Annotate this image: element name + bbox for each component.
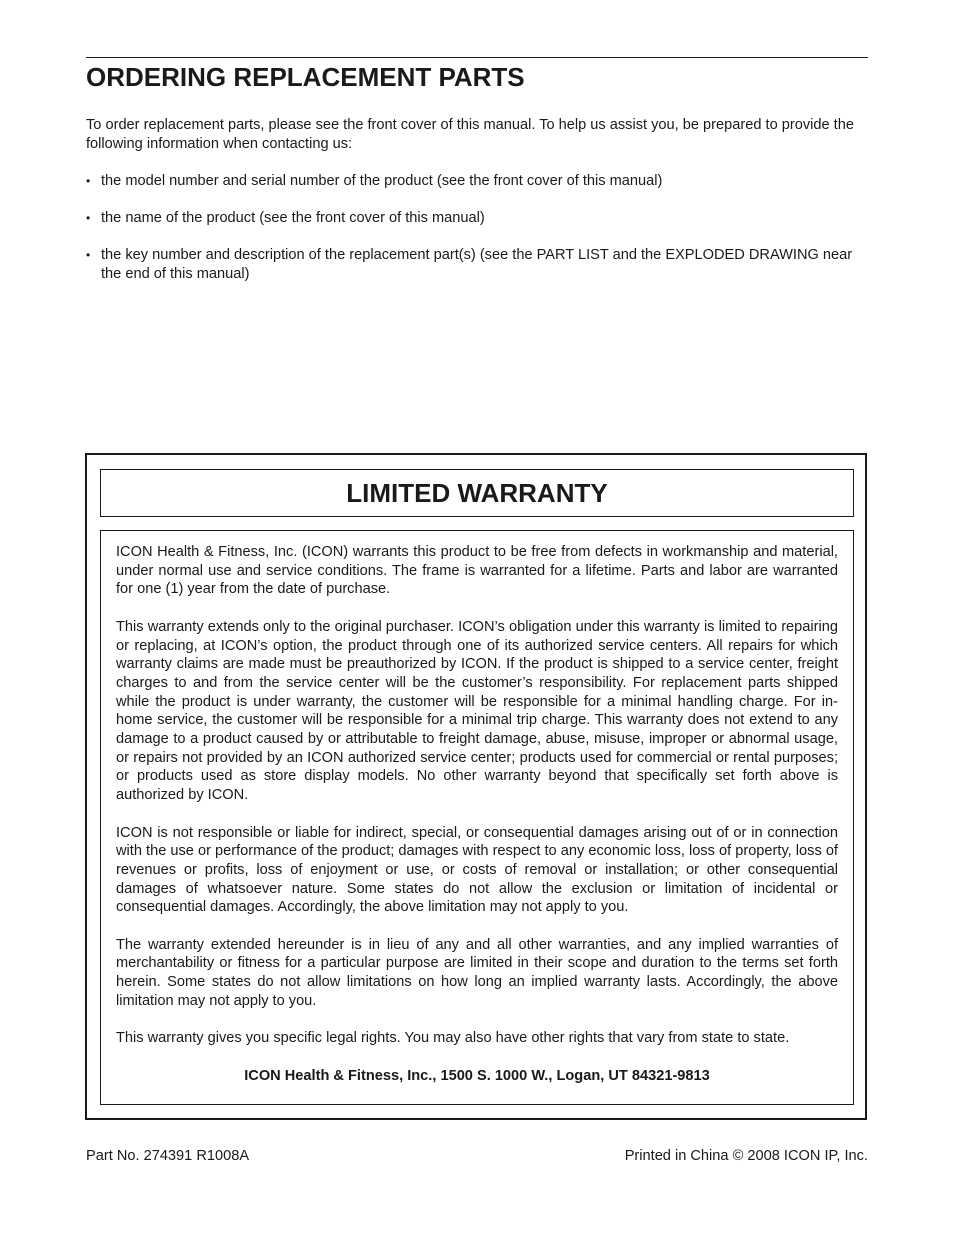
warranty-paragraph: ICON is not responsible or liable for indirect, special, or consequential damages arising out of or in connection with the use or performance of the product; damages with respect to any economic loss, loss of property, loss of revenues or profits, loss of enjoyment or use, or costs of removal or installation; or other consequential damages of whatsoever nature. Some states do not allow the exclusion or limitation of incidental or consequential damages. Accordingly, the above limitation may not apply to you. xyxy=(116,824,838,916)
warranty-paragraph: The warranty extended hereunder is in lieu of any and all other warranties, and any implied warranties of merchantability or fitness for a particular purpose are limited in their scope and duration to the terms set forth herein. Some states do not allow limitations on how long an implied warranty lasts. Accordingly, the above limitation may not apply to you. xyxy=(116,936,838,1009)
ordering-info-list xyxy=(86,172,856,302)
list-item-text: the model number and serial number of the product (see the front cover of this manual) xyxy=(101,173,663,189)
top-divider xyxy=(86,57,868,58)
warranty-title-box xyxy=(100,469,854,517)
list-item-text: the name of the product (see the front cover of this manual) xyxy=(101,210,485,226)
warranty-text xyxy=(116,543,838,1104)
list-item xyxy=(86,246,856,283)
bullet-icon: • xyxy=(86,248,91,262)
ordering-intro-text: To order replacement parts, please see the front cover of this manual. To help us assist you, be prepared to provide the following information when contacting us: xyxy=(86,117,854,152)
warranty-paragraph: This warranty gives you specific legal rights. You may also have other rights that vary from state to state. xyxy=(116,1030,790,1047)
company-address: ICON Health & Fitness, Inc., 1500 S. 1000 W., Logan, UT 84321-9813 xyxy=(244,1067,710,1084)
warranty-title: LIMITED WARRANTY xyxy=(346,478,608,508)
bullet-icon: • xyxy=(86,211,91,225)
warranty-paragraph: ICON Health & Fitness, Inc. (ICON) warrants this product to be free from defects in workmanship and material, under normal use and service conditions. The frame is warranted for a lifetime. Parts and labor are warranted for one (1) year from the date of purchase. xyxy=(116,544,838,598)
copyright-notice: Printed in China © 2008 ICON IP, Inc. xyxy=(624,1148,868,1164)
warranty-paragraph: This warranty extends only to the original purchaser. ICON’s obligation under this warranty is limited to repairing or replacing, at ICON’s option, the product through one of its authorized service centers. All repairs for which warranty claims are made must be preauthorized by ICON. If the product is shipped to a service center, freight charges to and from the service center will be the customer’s responsibility. For replacement parts shipped while the product is under warranty, the customer will be responsible for a minimal handling charge. For in-home service, the customer will be responsible for a minimal trip charge. This warranty does not extend to any damage to a product caused by or attributable to freight damage, abuse, misuse, improper or abnormal usage, or repairs not provided by an ICON authorized service center; products used for commercial or rental purposes; or products used as store display models. No other warranty beyond that specifically set forth above is authorized by ICON. xyxy=(116,618,838,804)
list-item-text: the key number and description of the replacement part(s) (see the PART LIST and the EXPLODED DRAWING near the end of this manual) xyxy=(101,247,853,282)
list-item xyxy=(86,172,856,191)
bullet-icon: • xyxy=(86,174,91,188)
list-item xyxy=(86,209,856,228)
part-number: Part No. 274391 R1008A xyxy=(86,1148,250,1164)
ordering-parts-title: ORDERING REPLACEMENT PARTS xyxy=(86,62,525,92)
